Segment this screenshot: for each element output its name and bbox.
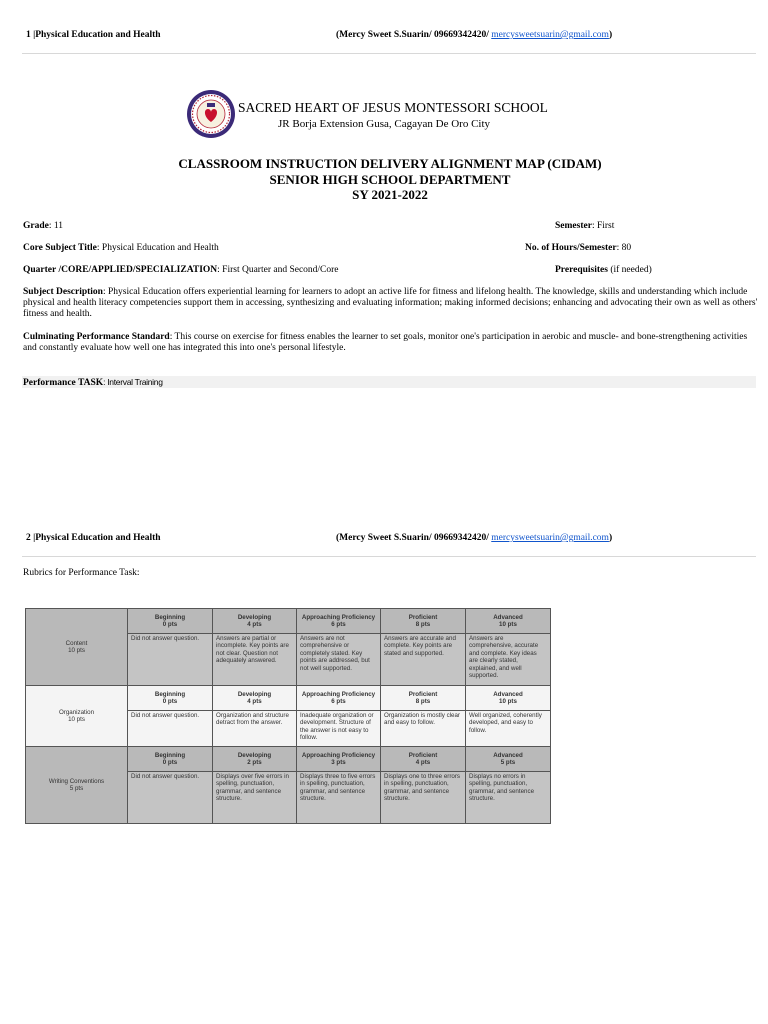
descriptor-cell: Did not answer question. [128,634,213,686]
school-year-title: SY 2021-2022 [352,187,428,202]
level-header: Approaching Proficiency 6 pts [297,609,381,634]
culminating-standard: Culminating Performance Standard: This course on exercise for fitness enables the learner to set goals, monitor one's participation in aerobic and muscle- and bone-strengthening activities and constantly evaluate how well one has integrated this into one's personal lifestyle. [23,332,748,353]
descriptor-cell: Inadequate organization or development. Structure of the answer is not easy to follow. [297,711,381,747]
school-address: JR Borja Extension Gusa, Cagayan De Oro City [278,118,491,130]
header-page-label: 1 |Physical Education and Health [26,30,161,40]
department-title: SENIOR HIGH SCHOOL DEPARTMENT [269,172,511,187]
level-header: Approaching Proficiency 3 pts [297,747,381,772]
author-email-link[interactable]: mercysweetsuarin@gmail.com [491,30,609,40]
descriptor-cell: Organization is mostly clear and easy to follow. [381,711,466,747]
header-divider [22,53,756,54]
subject-description: Subject Description: Physical Education offers experiential learning for learners to adopt an active life for fitness and lifelong health. The knowledge, skills and understanding which include physical and health literacy competencies support them in accessing, synthesizing and evaluating information; making informed decisions; enhancing and advocating their own as well as others' fitness and health. [23,287,758,319]
rubric-table [25,608,551,824]
level-header: Beginning 0 pts [128,747,213,772]
level-header: Beginning 0 pts [128,686,213,711]
performance-task [22,376,756,388]
core-subject-field: Core Subject Title: Physical Education and Health [23,243,219,253]
descriptor-cell: Organization and structure detract from the answer. [213,711,297,747]
level-header: Beginning 0 pts [128,609,213,634]
criterion-cell: Organization 10 pts [26,686,128,747]
level-header: Approaching Proficiency 6 pts [297,686,381,711]
descriptor-cell: Displays no errors in spelling, punctuation, grammar, and sentence structure. [466,772,551,824]
header-divider [22,556,756,557]
rubric-header-row [26,747,551,772]
prerequisites-field: Prerequisites (if needed) [555,265,652,275]
document-title: CLASSROOM INSTRUCTION DELIVERY ALIGNMENT MAP (CIDAM) [178,156,602,171]
descriptor-cell: Displays one to three errors in spelling, punctuation, grammar, and sentence structure. [381,772,466,824]
school-name: SACRED HEART OF JESUS MONTESSORI SCHOOL [238,100,548,115]
header-page-label: 2 |Physical Education and Health [26,533,161,543]
semester-field: Semester: First [555,221,615,231]
level-header: Advanced 10 pts [466,609,551,634]
header-author: (Mercy Sweet S.Suarin/ 09669342420/ mercysweetsuarin@gmail.com) [336,533,613,543]
level-header: Developing 4 pts [213,609,297,634]
school-heading [186,88,586,144]
descriptor-cell: Displays three to five errors in spelling, punctuation, grammar, and sentence structure. [297,772,381,824]
level-header: Advanced 5 pts [466,747,551,772]
performance-task-value: : Interval Training [103,377,163,387]
level-header: Developing 2 pts [213,747,297,772]
performance-task-label: Performance TASK [23,378,104,388]
descriptor-cell: Did not answer question. [128,772,213,824]
quarter-field: Quarter /CORE/APPLIED/SPECIALIZATION: First Quarter and Second/Core [23,265,339,275]
level-header: Proficient 4 pts [381,747,466,772]
descriptor-cell: Displays over five errors in spelling, punctuation, grammar, and sentence structure. [213,772,297,824]
level-header: Proficient 8 pts [381,686,466,711]
level-header: Developing 4 pts [213,686,297,711]
descriptor-cell: Answers are partial or incomplete. Key points are not clear. Question not adequately answered. [213,634,297,686]
descriptor-cell: Answers are comprehensive, accurate and complete. Key ideas are clearly stated, explained, and well supported. [466,634,551,686]
rubric-header-row [26,609,551,634]
rubric-intro: Rubrics for Performance Task: [23,568,140,578]
level-header: Advanced 10 pts [466,686,551,711]
rubric-header-row [26,686,551,711]
criterion-cell: Content 10 pts [26,609,128,686]
grade-field: Grade: 11 [23,221,64,231]
level-header: Proficient 8 pts [381,609,466,634]
school-seal-icon [186,89,236,139]
descriptor-cell: Answers are not comprehensive or completely stated. Key points are addressed, but not well supported. [297,634,381,686]
descriptor-cell: Did not answer question. [128,711,213,747]
descriptor-cell: Answers are accurate and complete. Key points are stated and supported. [381,634,466,686]
hours-field: No. of Hours/Semester: 80 [525,243,632,253]
header-author: (Mercy Sweet S.Suarin/ 09669342420/ mercysweetsuarin@gmail.com) [336,30,613,40]
criterion-cell: Writing Conventions 5 pts [26,747,128,824]
descriptor-cell: Well organized, coherently developed, and easy to follow. [466,711,551,747]
author-email-link[interactable]: mercysweetsuarin@gmail.com [491,533,609,543]
